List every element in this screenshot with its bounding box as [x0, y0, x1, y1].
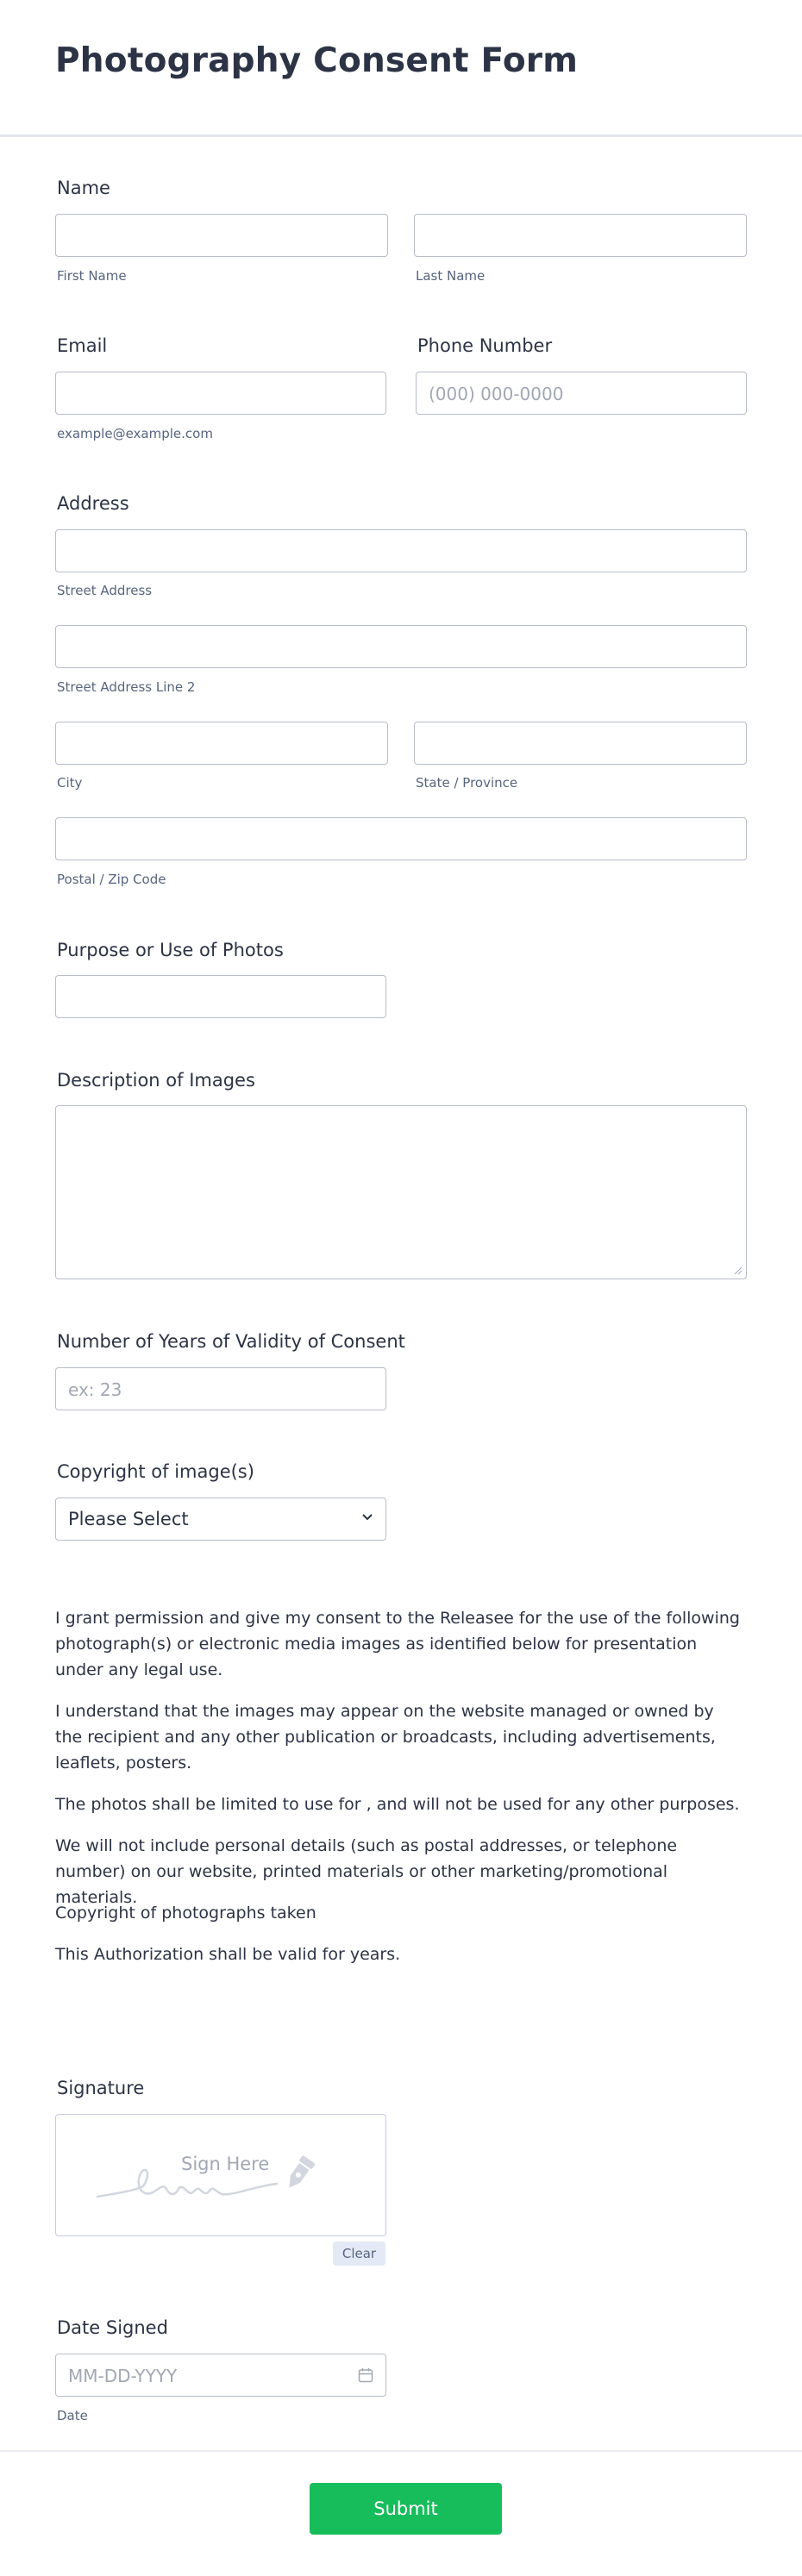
zip-input[interactable]: [55, 817, 747, 860]
purpose-input[interactable]: [55, 975, 386, 1018]
description-textarea[interactable]: [55, 1105, 747, 1279]
years-placeholder: ex: 23: [68, 1379, 122, 1400]
signature-label: Signature: [57, 2078, 145, 2098]
phone-input[interactable]: [416, 372, 747, 415]
consent-paragraph-5: Copyright of photographs taken: [55, 1904, 316, 1923]
street-address-line2-sublabel: Street Address Line 2: [57, 679, 196, 695]
copyright-select[interactable]: [55, 1497, 386, 1541]
footer-divider: [0, 2450, 802, 2452]
city-input[interactable]: [55, 722, 388, 765]
email-label: Email: [57, 335, 108, 356]
email-sublabel: example@example.com: [57, 426, 213, 441]
name-label: Name: [57, 178, 110, 198]
years-label: Number of Years of Validity of Consent: [57, 1331, 405, 1352]
last-name-sublabel: Last Name: [416, 268, 486, 284]
phone-label: Phone Number: [417, 335, 553, 356]
first-name-input[interactable]: [55, 214, 388, 257]
date-signed-input[interactable]: [55, 2354, 386, 2397]
description-label: Description of Images: [57, 1070, 255, 1091]
calendar-icon[interactable]: [358, 2367, 373, 2383]
street-address-sublabel: Street Address: [57, 583, 153, 598]
purpose-label: Purpose or Use of Photos: [57, 940, 284, 960]
city-sublabel: City: [57, 775, 83, 791]
consent-paragraph-2: I understand that the images may appear on the website managed or owned by the recipient and any other publication or broadcasts, including advertisements, leaflets, posters.: [55, 1702, 716, 1773]
chevron-down-icon: [361, 1509, 373, 1526]
signature-placeholder: Sign Here: [181, 2154, 270, 2174]
signature-pad[interactable]: [55, 2114, 386, 2236]
copyright-selected-value: Please Select: [68, 1509, 189, 1529]
consent-paragraph-6: This Authorization shall be valid for years.: [55, 1945, 401, 1964]
date-sublabel: Date: [57, 2408, 88, 2423]
last-name-input[interactable]: [414, 214, 747, 257]
consent-paragraph-3: The photos shall be limited to use for , and will not be used for any other purposes.: [55, 1795, 740, 1814]
address-label: Address: [57, 493, 129, 514]
zip-sublabel: Postal / Zip Code: [57, 872, 166, 887]
form-title: Photography Consent Form: [55, 41, 579, 80]
street-address-line2-input[interactable]: [55, 625, 747, 668]
years-input[interactable]: [55, 1367, 386, 1410]
date-signed-label: Date Signed: [57, 2317, 168, 2338]
copyright-label: Copyright of image(s): [57, 1461, 254, 1482]
consent-paragraph-1: I grant permission and give my consent to the Releasee for the use of the following photograph(s) or electronic media images as identified below for presentation under any legal use.: [55, 1609, 740, 1679]
clear-signature-button[interactable]: Clear: [333, 2241, 385, 2266]
form-header: [0, 0, 802, 137]
email-input[interactable]: [55, 372, 386, 415]
resize-handle-icon[interactable]: [734, 1266, 742, 1275]
submit-button[interactable]: Submit: [310, 2483, 502, 2535]
signature-scribble-icon: [96, 2148, 354, 2208]
first-name-sublabel: First Name: [57, 268, 127, 284]
state-input[interactable]: [414, 722, 747, 765]
state-sublabel: State / Province: [416, 775, 518, 791]
date-placeholder: MM-DD-YYYY: [68, 2366, 178, 2386]
phone-placeholder: (000) 000-0000: [429, 384, 564, 404]
consent-paragraph-4: We will not include personal details (such as postal addresses, or telephone number) on our website, printed materials or other marketing/promotional materials.: [55, 1836, 678, 1907]
street-address-input[interactable]: [55, 529, 747, 572]
